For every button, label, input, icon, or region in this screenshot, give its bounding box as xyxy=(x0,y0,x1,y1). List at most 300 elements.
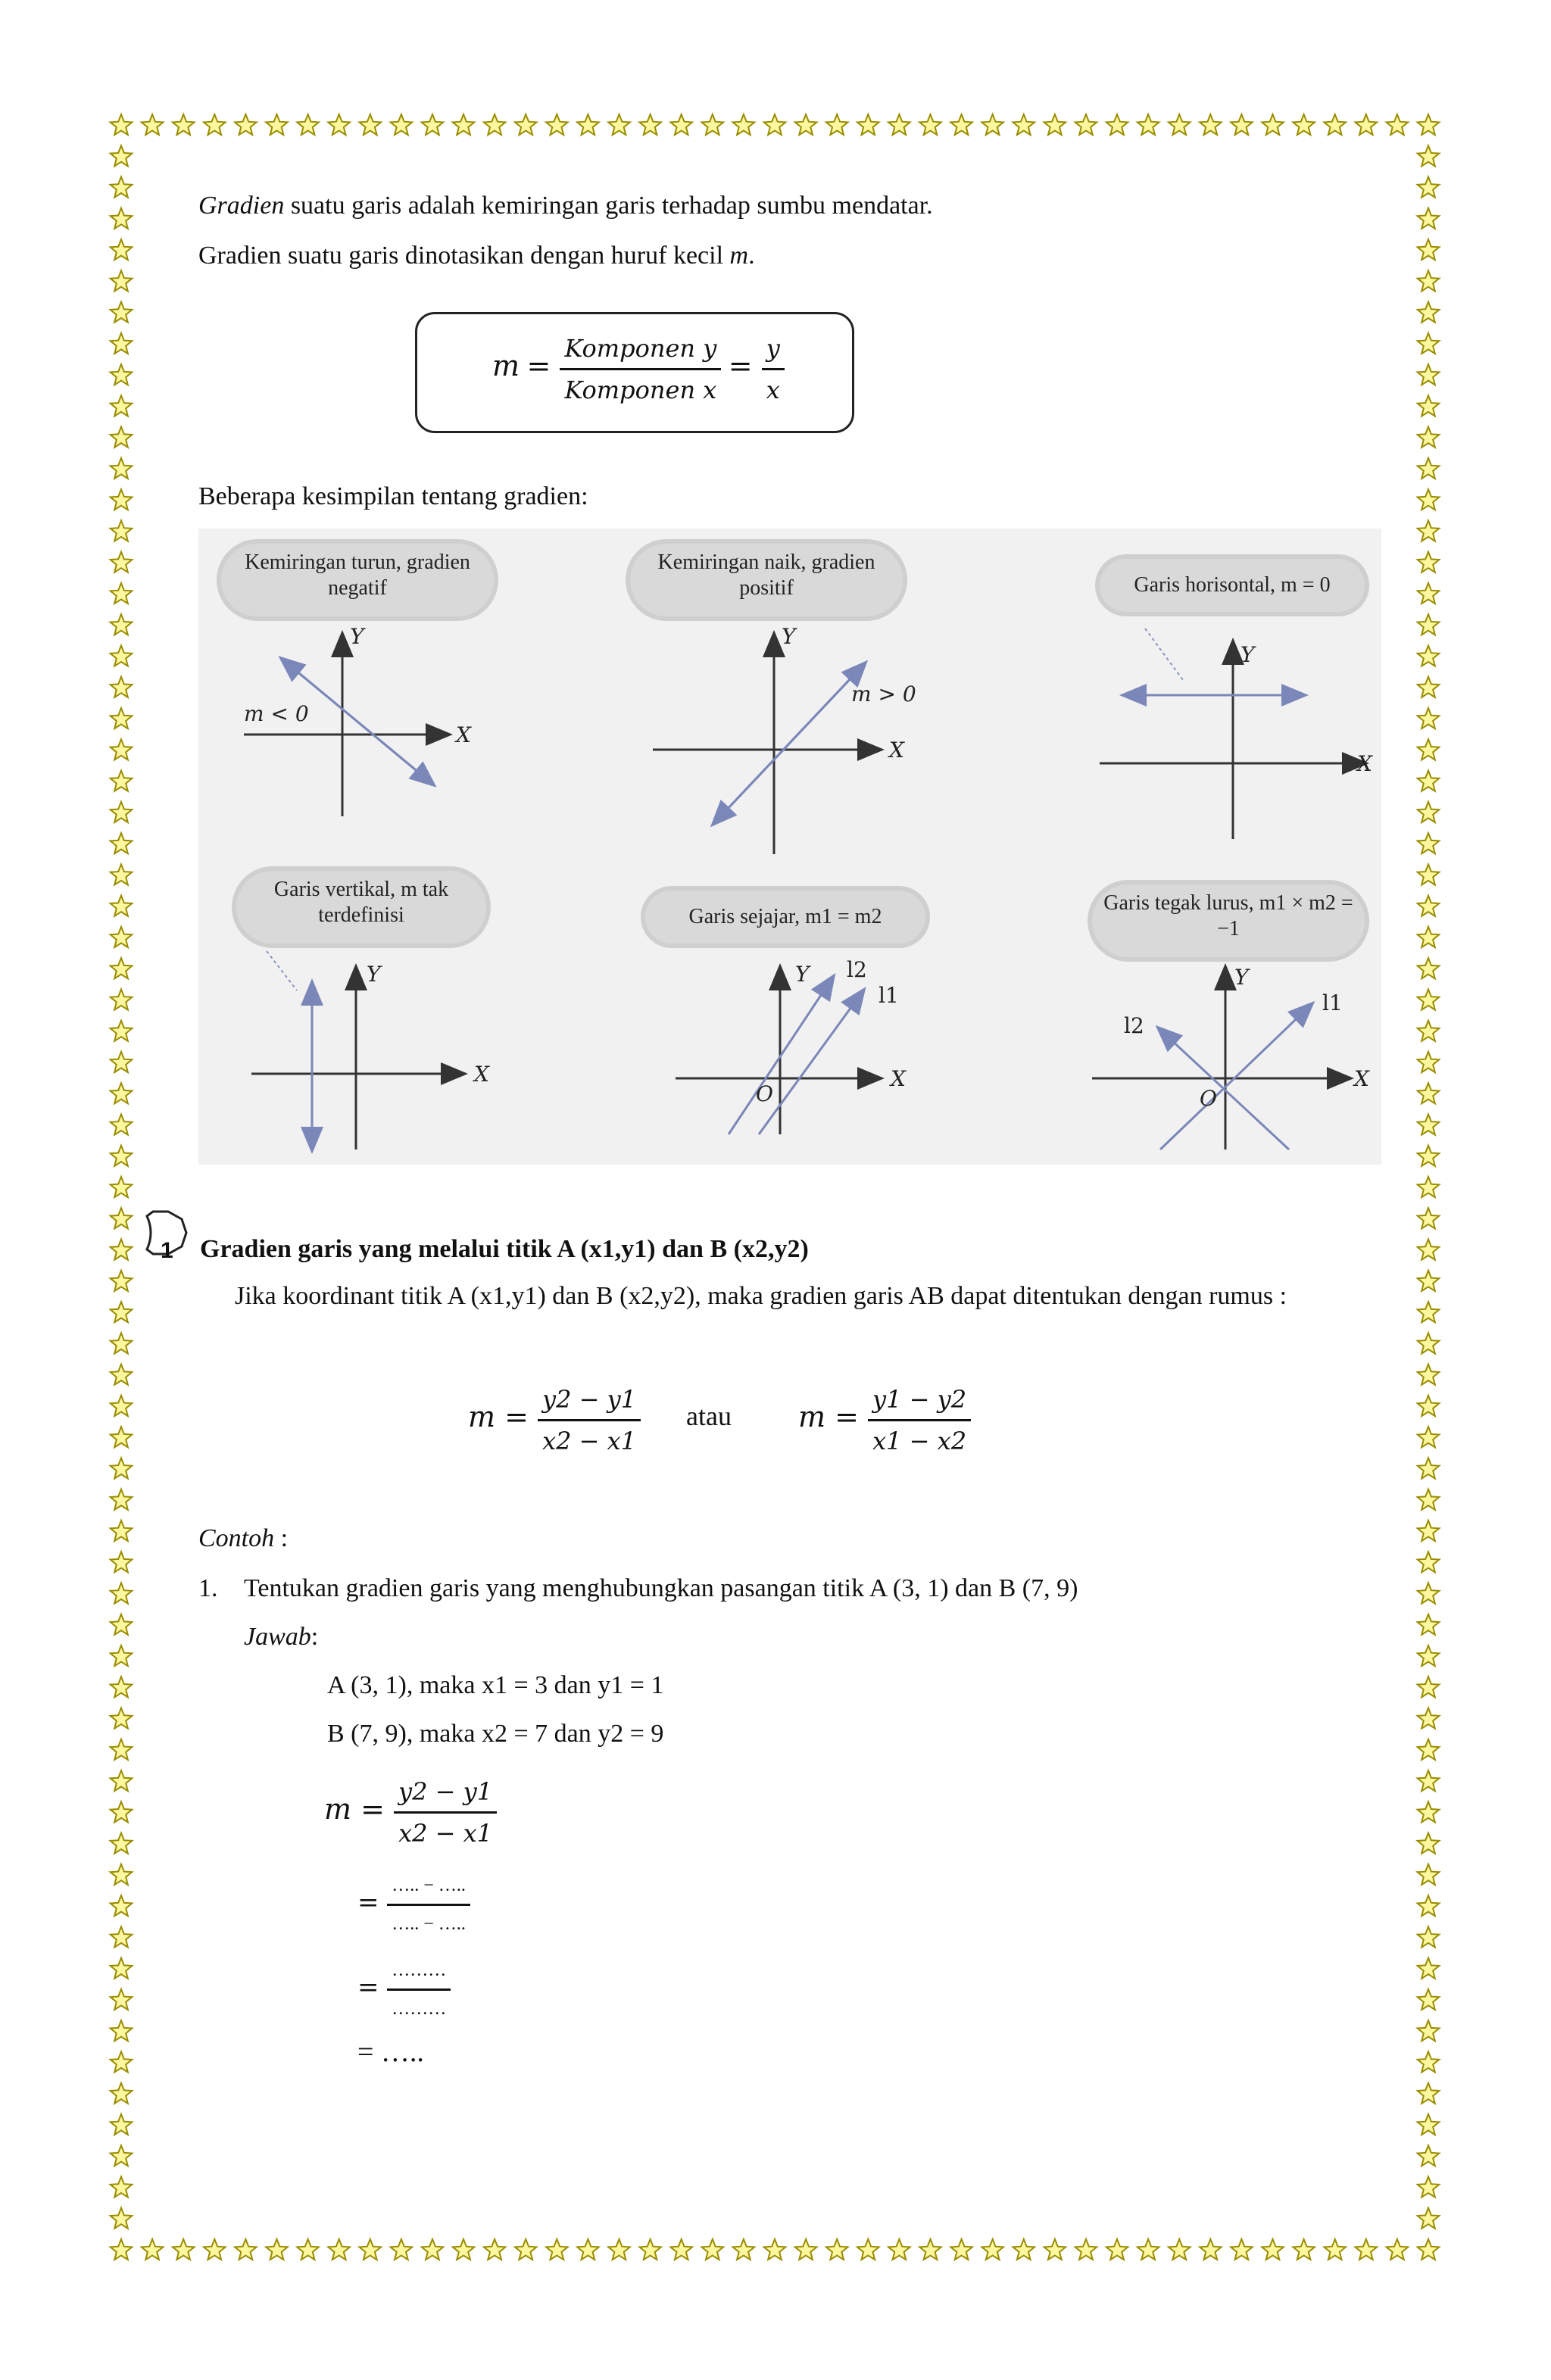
main-formula: m = $\frac{\text{Komponen y}}{\text{Komponen x}}$ = $\frac{y}{x}$ xyxy=(492,332,785,407)
example-heading-suffix: : xyxy=(274,1524,289,1552)
border-star-icon xyxy=(1387,114,1409,135)
border-star-icon xyxy=(111,1333,133,1353)
border-star-icon xyxy=(111,1302,133,1322)
border-star-icon xyxy=(1044,2239,1066,2260)
border-star-icon xyxy=(360,2239,382,2260)
formula-a-lhs: m xyxy=(468,1400,496,1434)
border-star-icon xyxy=(111,1833,133,1854)
border-star-icon xyxy=(1418,1458,1440,1478)
cloud-positive: Kemiringan naik, gradien positif xyxy=(630,544,903,616)
term-gradien: Gradien xyxy=(198,192,285,220)
border-star-icon xyxy=(111,1801,133,1822)
border-star-icon xyxy=(1418,1958,1440,1979)
border-star-icon xyxy=(1418,2177,1440,2198)
border-star-icon xyxy=(702,2239,724,2260)
border-star-icon xyxy=(111,302,133,323)
formula-numerator-2: y xyxy=(762,332,785,370)
border-star-icon xyxy=(111,989,133,1009)
border-star-icon xyxy=(111,489,133,510)
border-star-icon xyxy=(111,208,133,229)
border-star-icon xyxy=(111,2083,133,2104)
border-star-icon xyxy=(111,1271,133,1291)
label-x-6: X xyxy=(1354,1066,1369,1091)
border-star-icon xyxy=(111,1365,133,1385)
border-star-icon xyxy=(111,177,133,198)
border-star-icon xyxy=(111,458,133,479)
border-star-icon xyxy=(1075,2239,1097,2260)
border-star-icon xyxy=(111,1739,133,1760)
border-star-icon xyxy=(1418,1770,1440,1791)
step-1-den: x2 − x1 xyxy=(398,1819,493,1848)
border-star-icon xyxy=(111,1083,133,1103)
section-1-title: Gradien garis yang melalui titik A (x1,y1) dan B (x2,y2) xyxy=(200,1235,809,1263)
border-star-icon xyxy=(1418,1895,1440,1916)
border-star-icon xyxy=(297,2239,319,2260)
formula-b-lhs: m xyxy=(798,1400,826,1434)
label-m-negative: m < 0 xyxy=(244,701,309,726)
example-question: Tentukan gradien garis yang menghubungkan pasangan titik A (3, 1) dan B (7, 9) xyxy=(244,1574,1078,1602)
border-star-icon xyxy=(1418,802,1440,822)
border-star-icon xyxy=(173,114,195,135)
border-star-icon xyxy=(1418,333,1440,354)
label-x-4: X xyxy=(474,1062,489,1087)
border-star-icon xyxy=(1106,114,1128,135)
border-star-icon xyxy=(111,1396,133,1416)
border-star-icon xyxy=(733,2239,755,2260)
border-star-icon xyxy=(111,2177,133,2198)
answer-step-4: = ….. xyxy=(357,2036,424,2068)
cloud-vertical: Garis vertikal, m tak terdefinisi xyxy=(236,871,486,944)
formula-a: m = $\frac{y2 - y1}{x2 - x1}$ xyxy=(468,1383,641,1458)
border-star-icon xyxy=(1418,270,1440,291)
border-star-icon xyxy=(1418,1521,1440,1541)
border-star-icon xyxy=(1418,833,1440,853)
border-star-icon xyxy=(950,114,972,135)
border-star-icon xyxy=(1324,2239,1346,2260)
border-star-icon xyxy=(1418,458,1440,479)
border-star-icon xyxy=(111,552,133,572)
border-star-icon xyxy=(857,114,879,135)
border-star-icon xyxy=(422,114,444,135)
border-star-icon xyxy=(1418,771,1440,791)
step-3-num: ……… xyxy=(387,1955,451,1991)
border-star-icon xyxy=(173,2239,195,2260)
border-star-icon xyxy=(1418,2020,1440,2041)
border-star-icon xyxy=(266,114,288,135)
border-star-icon xyxy=(111,771,133,791)
border-star-icon xyxy=(1418,1333,1440,1353)
formula-lhs: m xyxy=(492,349,520,383)
border-star-icon xyxy=(111,1614,133,1635)
border-star-icon xyxy=(111,2114,133,2135)
border-star-icon xyxy=(1418,2083,1440,2104)
formula-or: atau xyxy=(686,1401,732,1431)
cloud-negative: Kemiringan turun, gradien negatif xyxy=(221,544,494,616)
border-star-icon xyxy=(111,1115,133,1135)
border-star-icon xyxy=(515,114,537,135)
border-star-icon xyxy=(266,2239,288,2260)
border-star-icon xyxy=(111,270,133,291)
label-m-positive: m > 0 xyxy=(851,682,916,707)
border-star-icon xyxy=(1387,2239,1409,2260)
border-star-icon xyxy=(919,114,941,135)
border-star-icon xyxy=(204,2239,226,2260)
border-star-icon xyxy=(1418,1926,1440,1947)
border-star-icon xyxy=(1418,427,1440,448)
step-1-lhs: m xyxy=(324,1792,352,1826)
border-star-icon xyxy=(1013,114,1035,135)
border-star-icon xyxy=(1262,2239,1284,2260)
border-star-icon xyxy=(111,802,133,822)
border-star-icon xyxy=(111,1895,133,1916)
label-y-5: Y xyxy=(795,962,810,987)
border-star-icon xyxy=(1418,1489,1440,1510)
border-star-icon xyxy=(111,1677,133,1697)
border-star-icon xyxy=(111,1864,133,1885)
example-question-number: 1. xyxy=(198,1574,218,1602)
border-star-icon xyxy=(111,2239,133,2260)
border-star-icon xyxy=(111,896,133,916)
border-star-icon xyxy=(111,1240,133,1260)
border-star-icon xyxy=(111,2051,133,2072)
border-star-icon xyxy=(795,2239,817,2260)
label-y-2: Y xyxy=(782,624,796,649)
cloud-horizontal: Garis horisontal, m = 0 xyxy=(1100,559,1365,612)
border-star-icon xyxy=(639,114,661,135)
answer-label-colon: : xyxy=(311,1623,319,1651)
border-star-icon xyxy=(577,114,599,135)
border-star-icon xyxy=(111,583,133,604)
border-star-icon xyxy=(1356,114,1378,135)
border-star-icon xyxy=(111,2145,133,2166)
step-1-num: y2 − y1 xyxy=(394,1775,497,1814)
border-star-icon xyxy=(670,2239,692,2260)
border-star-icon xyxy=(1418,552,1440,572)
border-star-icon xyxy=(857,2239,879,2260)
border-star-icon xyxy=(111,1021,133,1041)
border-star-icon xyxy=(1293,2239,1315,2260)
border-star-icon xyxy=(422,2239,444,2260)
border-star-icon xyxy=(1418,677,1440,697)
step-2-num: ….. − ….. xyxy=(387,1870,470,1906)
border-star-icon xyxy=(111,2020,133,2041)
formula-fraction-2 xyxy=(762,332,785,407)
variable-m: m xyxy=(729,242,749,270)
border-star-icon xyxy=(1418,2051,1440,2072)
border-star-icon xyxy=(826,114,848,135)
border-star-icon xyxy=(1418,1021,1440,1041)
border-star-icon xyxy=(1106,2239,1128,2260)
border-star-icon xyxy=(733,114,755,135)
border-star-icon xyxy=(1418,208,1440,229)
panel-positive-slope xyxy=(653,635,880,854)
border-star-icon xyxy=(111,1177,133,1197)
border-star-icon xyxy=(111,364,133,385)
border-star-icon xyxy=(235,114,257,135)
line-perpendicular-1 xyxy=(1160,1004,1312,1149)
border-star-icon xyxy=(111,739,133,760)
label-origin-6: O xyxy=(1200,1086,1217,1111)
border-star-icon xyxy=(111,1427,133,1447)
border-star-icon xyxy=(111,1958,133,1979)
border-star-icon xyxy=(1418,1365,1440,1385)
border-star-icon xyxy=(1418,2114,1440,2135)
border-star-icon xyxy=(1418,302,1440,323)
border-star-icon xyxy=(235,2239,257,2260)
border-star-icon xyxy=(1418,1302,1440,1322)
border-star-icon xyxy=(919,2239,941,2260)
border-star-icon xyxy=(639,2239,661,2260)
label-y-3: Y xyxy=(1240,642,1255,667)
gradient-diagrams-figure xyxy=(198,529,1381,1165)
border-star-icon xyxy=(1075,114,1097,135)
answer-step-3: = $\frac{\dots\dots\dots}{\dots\dots\dots}$ xyxy=(357,1955,451,2024)
border-star-icon xyxy=(111,614,133,635)
border-star-icon xyxy=(608,2239,630,2260)
border-star-icon xyxy=(1418,1614,1440,1635)
border-star-icon xyxy=(1418,1552,1440,1572)
border-star-icon xyxy=(1418,1115,1440,1135)
example-heading xyxy=(198,1524,288,1554)
border-star-icon xyxy=(981,114,1003,135)
border-star-icon xyxy=(1418,1801,1440,1822)
border-star-icon xyxy=(1418,114,1440,135)
label-l2-6: l2 xyxy=(1124,1013,1144,1038)
border-star-icon xyxy=(1231,2239,1253,2260)
label-x-5: X xyxy=(891,1066,906,1091)
answer-label xyxy=(244,1622,318,1652)
border-star-icon xyxy=(1418,708,1440,728)
label-y-4: Y xyxy=(367,962,381,987)
border-star-icon xyxy=(1169,114,1191,135)
border-star-icon xyxy=(888,114,910,135)
border-star-icon xyxy=(1418,1146,1440,1166)
border-star-icon xyxy=(391,114,413,135)
border-star-icon xyxy=(577,2239,599,2260)
border-star-icon xyxy=(1013,2239,1035,2260)
border-star-icon xyxy=(111,333,133,354)
border-star-icon xyxy=(1044,114,1066,135)
border-star-icon xyxy=(111,427,133,448)
border-star-icon xyxy=(111,833,133,853)
border-star-icon xyxy=(111,927,133,947)
border-star-icon xyxy=(1418,739,1440,760)
border-star-icon xyxy=(1418,1396,1440,1416)
border-star-icon xyxy=(1418,1739,1440,1760)
formula-numerator: Komponen y xyxy=(560,332,721,370)
answer-label-text: Jawab xyxy=(244,1623,311,1651)
border-star-icon xyxy=(1418,2208,1440,2229)
border-star-icon xyxy=(764,114,786,135)
label-y-1: Y xyxy=(350,624,364,649)
border-star-icon xyxy=(1138,2239,1159,2260)
border-star-icon xyxy=(1418,1240,1440,1260)
answer-line-b: B (7, 9), maka x2 = 7 dan y2 = 9 xyxy=(327,1720,664,1748)
border-star-icon xyxy=(1418,1677,1440,1697)
cloud-perpendicular: Garis tegak lurus, m1 × m2 = −1 xyxy=(1092,884,1365,957)
line-parallel-1 xyxy=(759,990,863,1134)
border-star-icon xyxy=(546,114,568,135)
border-star-icon xyxy=(111,395,133,416)
border-star-icon xyxy=(1418,1052,1440,1072)
panel-horizontal xyxy=(1100,629,1365,839)
border-star-icon xyxy=(1418,1989,1440,2010)
border-star-icon xyxy=(111,646,133,666)
formula-b-num: y1 − y2 xyxy=(868,1383,971,1421)
border-star-icon xyxy=(1418,1583,1440,1603)
label-l2-5: l2 xyxy=(847,957,867,982)
border-star-icon xyxy=(484,114,506,135)
label-l1-5: l1 xyxy=(878,983,899,1008)
formula-fraction-1 xyxy=(560,332,721,407)
label-x-1: X xyxy=(456,722,471,747)
border-star-icon xyxy=(1418,1833,1440,1854)
border-star-icon xyxy=(1231,114,1253,135)
border-star-icon xyxy=(1418,896,1440,916)
border-star-icon xyxy=(111,1770,133,1791)
section-1-description: Jika koordinant titik A (x1,y1) dan B (x2,y2), maka gradien garis AB dapat ditentukan dengan rumus : xyxy=(235,1282,1287,1310)
border-star-icon xyxy=(702,114,724,135)
border-star-icon xyxy=(453,2239,475,2260)
intro-line-1-text: suatu garis adalah kemiringan garis terhadap sumbu mendatar. xyxy=(284,192,933,220)
label-x-3: X xyxy=(1357,751,1372,776)
border-star-icon xyxy=(826,2239,848,2260)
panel-parallel xyxy=(676,968,880,1134)
border-star-icon xyxy=(670,114,692,135)
border-star-icon xyxy=(484,2239,506,2260)
border-star-icon xyxy=(111,1146,133,1166)
border-star-icon xyxy=(1138,114,1159,135)
conclusions-heading: Beberapa kesimpilan tentang gradien: xyxy=(198,482,588,510)
border-star-icon xyxy=(1418,958,1440,978)
border-star-icon xyxy=(1418,989,1440,1009)
step-2-den: ….. − ….. xyxy=(392,1914,466,1934)
border-star-icon xyxy=(111,145,133,166)
border-star-icon xyxy=(1418,1427,1440,1447)
border-star-icon xyxy=(111,520,133,541)
border-star-icon xyxy=(111,864,133,884)
border-star-icon xyxy=(888,2239,910,2260)
border-star-icon xyxy=(950,2239,972,2260)
border-star-icon xyxy=(111,1458,133,1478)
border-star-icon xyxy=(328,114,350,135)
border-star-icon xyxy=(1200,2239,1222,2260)
intro-line-2 xyxy=(198,241,755,271)
border-star-icon xyxy=(1418,395,1440,416)
border-star-icon xyxy=(111,1552,133,1572)
formula-b-den: x1 − x2 xyxy=(872,1427,967,1455)
answer-step-2: = $\frac{\dots.. - \dots..}{\dots.. - \dots..}$ xyxy=(357,1870,470,1939)
border-star-icon xyxy=(111,1583,133,1603)
border-star-icon xyxy=(1418,646,1440,666)
border-star-icon xyxy=(1418,2145,1440,2166)
border-star-icon xyxy=(297,114,319,135)
example-heading-text: Contoh xyxy=(198,1524,275,1552)
border-star-icon xyxy=(328,2239,350,2260)
border-star-icon xyxy=(1418,520,1440,541)
step-3-den: ……… xyxy=(392,1999,447,2019)
border-star-icon xyxy=(111,1489,133,1510)
label-y-6: Y xyxy=(1234,965,1249,990)
border-star-icon xyxy=(111,1989,133,2010)
label-l1-6: l1 xyxy=(1322,990,1343,1015)
formula-a-den: x2 − x1 xyxy=(542,1427,637,1455)
border-star-icon xyxy=(391,2239,413,2260)
border-star-icon xyxy=(795,114,817,135)
border-star-icon xyxy=(1324,114,1346,135)
border-star-icon xyxy=(1418,1208,1440,1228)
label-x-2: X xyxy=(889,738,904,763)
formula-a-num: y2 − y1 xyxy=(538,1383,641,1421)
border-star-icon xyxy=(1418,489,1440,510)
border-star-icon xyxy=(1418,1083,1440,1103)
panel-perpendicular xyxy=(1092,968,1350,1149)
formula-denominator: Komponen x xyxy=(564,376,717,404)
border-star-icon xyxy=(111,1052,133,1072)
border-star-icon xyxy=(204,114,226,135)
border-star-icon xyxy=(1356,2239,1378,2260)
answer-step-1: m = $\frac{y2 - y1}{x2 - x1}$ xyxy=(324,1775,497,1850)
border-star-icon xyxy=(1418,1645,1440,1666)
section-number: 1 xyxy=(161,1238,173,1263)
border-star-icon xyxy=(515,2239,537,2260)
border-star-icon xyxy=(1418,614,1440,635)
border-star-icon xyxy=(1200,114,1222,135)
formula-denominator-2: x xyxy=(766,376,780,404)
label-origin-5: O xyxy=(756,1081,773,1106)
border-star-icon xyxy=(1418,1864,1440,1885)
border-star-icon xyxy=(764,2239,786,2260)
border-star-icon xyxy=(1418,927,1440,947)
border-star-icon xyxy=(111,708,133,728)
border-star-icon xyxy=(1169,2239,1191,2260)
border-star-icon xyxy=(453,114,475,135)
border-star-icon xyxy=(608,114,630,135)
intro-line-2-text: Gradien suatu garis dinotasikan dengan huruf kecil xyxy=(198,242,730,270)
border-star-icon xyxy=(1418,145,1440,166)
border-star-icon xyxy=(111,1708,133,1729)
border-star-icon xyxy=(111,958,133,978)
border-star-icon xyxy=(1418,239,1440,260)
border-star-icon xyxy=(1418,177,1440,198)
border-star-icon xyxy=(111,1208,133,1228)
border-star-icon xyxy=(111,1926,133,1947)
answer-line-a: A (3, 1), maka x1 = 3 dan y1 = 1 xyxy=(327,1671,664,1699)
border-star-icon xyxy=(1293,114,1315,135)
intro-line-2-end: . xyxy=(748,242,755,270)
border-star-icon xyxy=(111,2208,133,2229)
border-star-icon xyxy=(111,114,133,135)
intro-line-1 xyxy=(198,191,933,221)
border-star-icon xyxy=(546,2239,568,2260)
border-star-icon xyxy=(1418,583,1440,604)
border-star-icon xyxy=(1418,1271,1440,1291)
border-star-icon xyxy=(142,2239,164,2260)
border-star-icon xyxy=(111,677,133,697)
border-star-icon xyxy=(142,114,164,135)
formula-b: m = $\frac{y1 - y2}{x1 - x2}$ xyxy=(798,1383,971,1458)
border-star-icon xyxy=(1418,864,1440,884)
panel-vertical xyxy=(251,951,463,1149)
border-star-icon xyxy=(1262,114,1284,135)
border-star-icon xyxy=(1418,364,1440,385)
border-star-icon xyxy=(1418,1177,1440,1197)
border-star-icon xyxy=(1418,1708,1440,1729)
cloud-parallel: Garis sejajar, m1 = m2 xyxy=(645,891,925,944)
border-star-icon xyxy=(1418,2239,1440,2260)
border-star-icon xyxy=(111,239,133,260)
border-star-icon xyxy=(981,2239,1003,2260)
